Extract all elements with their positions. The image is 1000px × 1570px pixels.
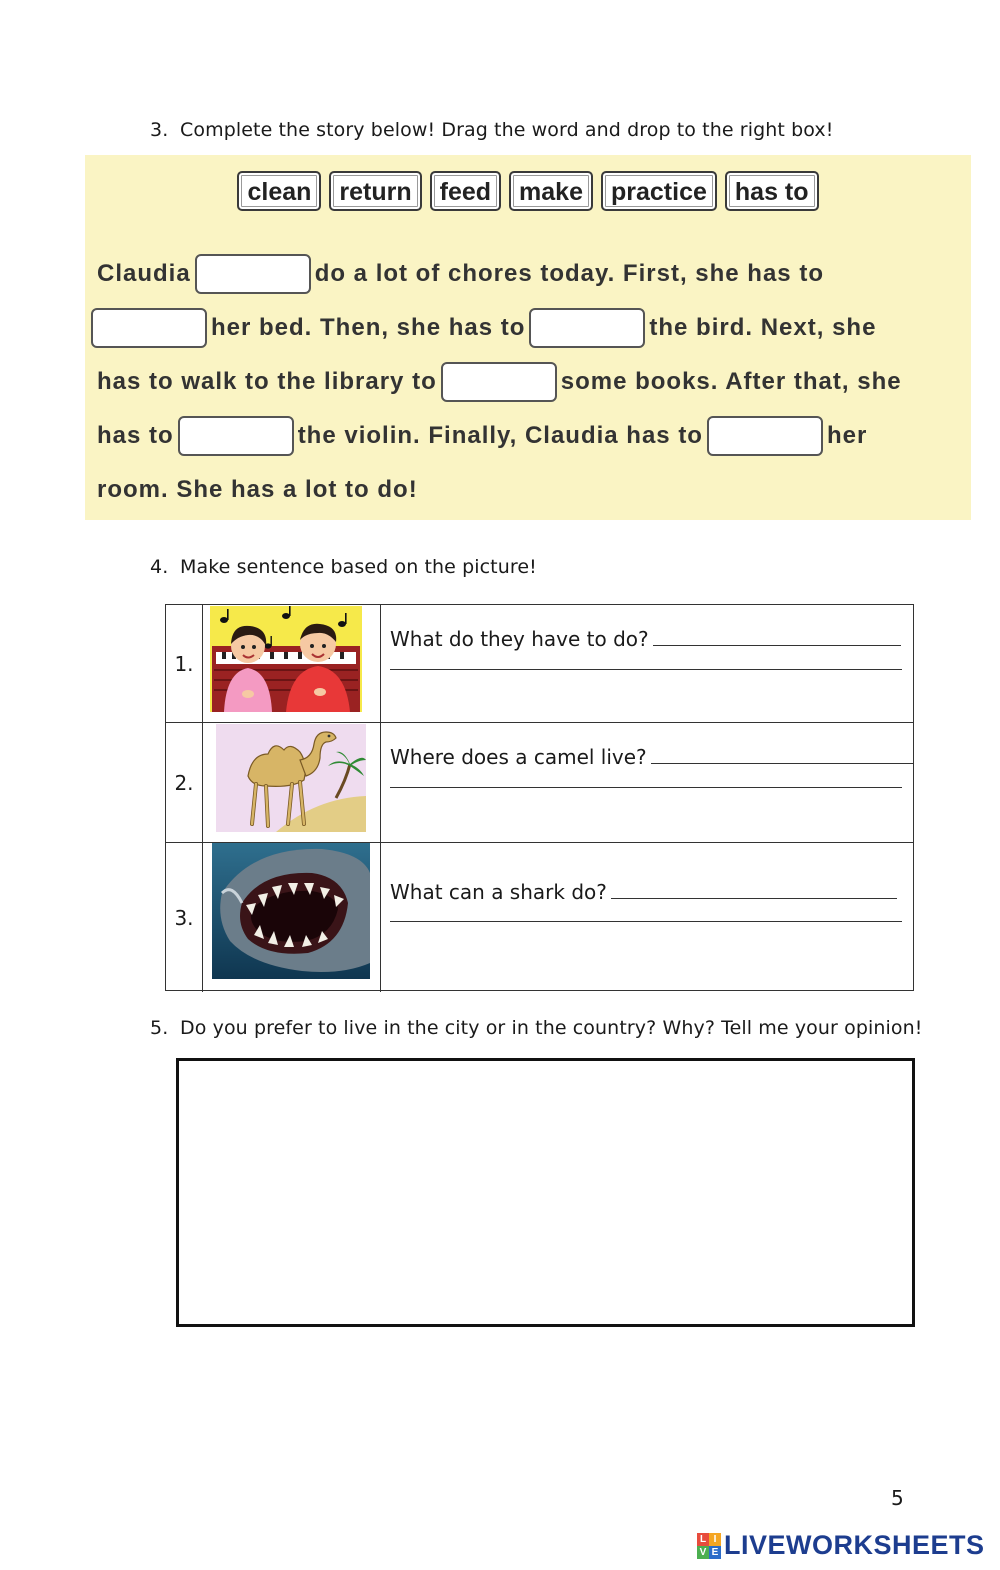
word-chip-clean[interactable]: clean	[237, 171, 321, 211]
table-row	[166, 605, 913, 723]
opinion-answer-box[interactable]	[176, 1058, 915, 1327]
story-line-4	[97, 414, 867, 458]
logo-letter: I	[709, 1533, 721, 1546]
logo-letter: E	[709, 1546, 721, 1559]
word-chip-feed[interactable]: feed	[430, 171, 501, 211]
logo-letter: V	[697, 1546, 709, 1559]
drop-box-1[interactable]	[195, 254, 311, 294]
drop-box-4[interactable]	[441, 362, 557, 402]
question-5-title	[150, 1017, 922, 1039]
answer-line[interactable]	[390, 787, 902, 788]
question-number: 5.	[150, 1017, 169, 1039]
word-bank	[85, 171, 971, 211]
liveworksheets-logo-icon	[697, 1533, 721, 1559]
question-text-row	[390, 627, 901, 651]
answer-line[interactable]	[390, 669, 902, 670]
picture-cell	[203, 843, 381, 992]
page-number: 5	[891, 1486, 904, 1510]
story-text: Claudia	[97, 260, 191, 287]
word-chip-practice[interactable]: practice	[601, 171, 717, 211]
story-text: room. She has a lot to do!	[97, 476, 418, 503]
story-text: some books. After that, she	[560, 368, 902, 395]
question-instruction: Make sentence based on the picture!	[180, 556, 537, 578]
answer-blank[interactable]	[653, 627, 901, 646]
question-cell	[381, 723, 913, 842]
question-cell	[381, 843, 913, 992]
answer-line[interactable]	[390, 921, 902, 922]
question-4-title	[150, 556, 537, 578]
question-text-row	[390, 880, 897, 904]
story-text: her	[826, 422, 868, 449]
question-number: 4.	[150, 556, 169, 578]
question-number: 3.	[150, 119, 169, 141]
story-text: the violin. Finally, Claudia has to	[297, 422, 703, 449]
story-text: has to walk to the library to	[97, 368, 437, 395]
question-cell	[381, 605, 913, 722]
question-text: Where does a camel live?	[390, 745, 647, 769]
story-line-3	[97, 360, 902, 404]
question-text-row	[390, 745, 913, 769]
brand-name: LIVEWORKSHEETS	[724, 1530, 985, 1560]
table-row	[166, 723, 913, 843]
drop-box-3[interactable]	[529, 308, 645, 348]
story-panel	[85, 155, 971, 520]
table-row	[166, 843, 913, 992]
story-line-5	[97, 468, 418, 512]
word-chip-make[interactable]: make	[509, 171, 593, 211]
logo-letter: L	[697, 1533, 709, 1546]
story-line-2	[91, 306, 876, 350]
story-text: do a lot of chores today. First, she has to	[314, 260, 824, 287]
picture-table	[165, 604, 914, 991]
row-number: 3.	[166, 843, 203, 992]
children-playing-piano-picture	[210, 606, 362, 712]
drop-box-6[interactable]	[707, 416, 823, 456]
question-text: What can a shark do?	[390, 880, 607, 904]
answer-blank[interactable]	[611, 880, 897, 899]
story-text: has to	[97, 422, 174, 449]
question-instruction: Do you prefer to live in the city or in the country? Why? Tell me your opinion!	[180, 1017, 923, 1039]
row-number: 1.	[166, 605, 203, 722]
question-3-title	[150, 119, 833, 141]
story-line-1	[97, 252, 824, 296]
question-text: What do they have to do?	[390, 627, 649, 651]
drop-box-2[interactable]	[91, 308, 207, 348]
question-instruction: Complete the story below! Drag the word and drop to the right box!	[180, 119, 834, 141]
picture-cell	[203, 723, 381, 842]
story-text: her bed. Then, she has to	[211, 314, 526, 341]
shark-open-mouth-picture	[212, 843, 370, 979]
camel-in-desert-picture	[216, 724, 366, 832]
answer-blank[interactable]	[651, 745, 913, 764]
word-chip-return[interactable]: return	[329, 171, 421, 211]
word-chip-has-to[interactable]: has to	[725, 171, 819, 211]
liveworksheets-logo[interactable]	[697, 1530, 985, 1561]
row-number: 2.	[166, 723, 203, 842]
drop-box-5[interactable]	[178, 416, 294, 456]
picture-cell	[203, 605, 381, 722]
story-text: the bird. Next, she	[649, 314, 877, 341]
